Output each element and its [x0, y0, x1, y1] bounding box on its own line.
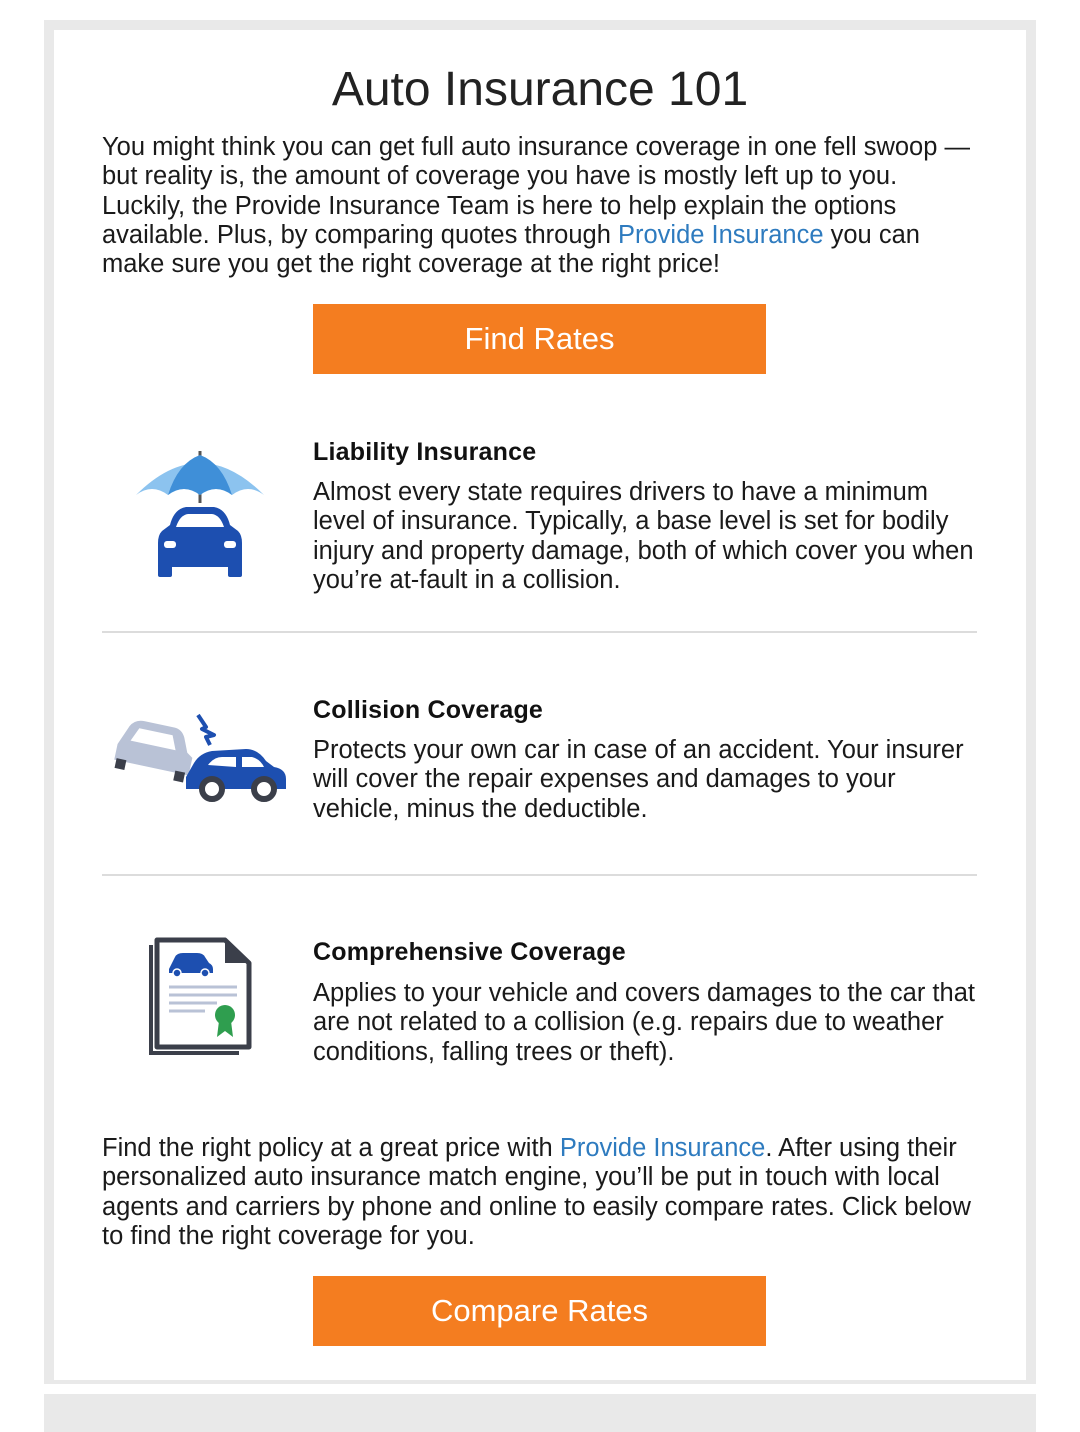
- find-rates-button[interactable]: Find Rates: [313, 304, 766, 374]
- car-headlight-right: [224, 541, 236, 548]
- car-collision-icon: [110, 705, 290, 805]
- section-divider: [102, 874, 977, 876]
- section-divider: [102, 631, 977, 633]
- intro-text-after: you can make sure you get the right coverage at the right price!: [102, 220, 920, 279]
- document-car-wheel-left: [173, 969, 181, 977]
- compare-rates-button[interactable]: Compare Rates: [313, 1276, 766, 1346]
- outro-text-before: Find the right policy at a great price with: [102, 1134, 560, 1162]
- page-title: Auto Insurance 101: [331, 63, 749, 116]
- section-body-liability: Almost every state requires drivers to have a minimum level of insurance. Typically, a base level is set for bodily injury and property damage, both of which cover you when you’re at-fault in a collision.: [313, 478, 974, 594]
- section-title-comprehensive: Comprehensive Coverage: [313, 938, 626, 966]
- outro-paragraph: [102, 1134, 982, 1251]
- car-wheel-right: [228, 565, 242, 577]
- gray-car-wheel-left: [115, 758, 127, 770]
- blue-car-wheel-rear: [254, 779, 274, 799]
- policy-document-icon: [145, 937, 255, 1057]
- section-title-liability: Liability Insurance: [313, 438, 537, 466]
- car-windshield: [176, 514, 224, 527]
- car-wheel-left: [158, 565, 172, 577]
- outro-text-after: . After using their personalized auto insurance match engine, you’ll be put in touch with local agents and carriers by phone and online to easily compare rates. Click below to find the right coverage for you.: [102, 1134, 971, 1250]
- intro-provide-insurance-link[interactable]: Provide Insurance: [617, 220, 824, 249]
- bottom-strip: [44, 1394, 1036, 1432]
- gray-car-wheel-right: [173, 771, 185, 783]
- document-car-wheel-right: [201, 969, 209, 977]
- intro-paragraph: [102, 133, 982, 279]
- section-title-collision: Collision Coverage: [313, 696, 544, 724]
- car-headlight-left: [164, 541, 176, 548]
- intro-text-before: You might think you can get full auto insurance coverage in one fell swoop — but reality is, the amount of coverage you have is mostly left up to you. Luckily, the Provide Insurance Team is here to help explain the options available. Plus, by comparing quotes through: [102, 133, 971, 249]
- section-body-collision: Protects your own car in case of an accident. Your insurer will cover the repair expenses and damages to your vehicle, minus the deductible.: [313, 736, 964, 823]
- impact-spark: [198, 715, 214, 745]
- section-body-comprehensive: Applies to your vehicle and covers damages to the car that are not related to a collision (e.g. repairs due to weather conditions, falling trees or theft).: [313, 979, 975, 1066]
- umbrella-car-icon: [130, 443, 270, 583]
- blue-car-wheel-front: [202, 779, 222, 799]
- outro-provide-insurance-link[interactable]: Provide Insurance: [559, 1134, 766, 1162]
